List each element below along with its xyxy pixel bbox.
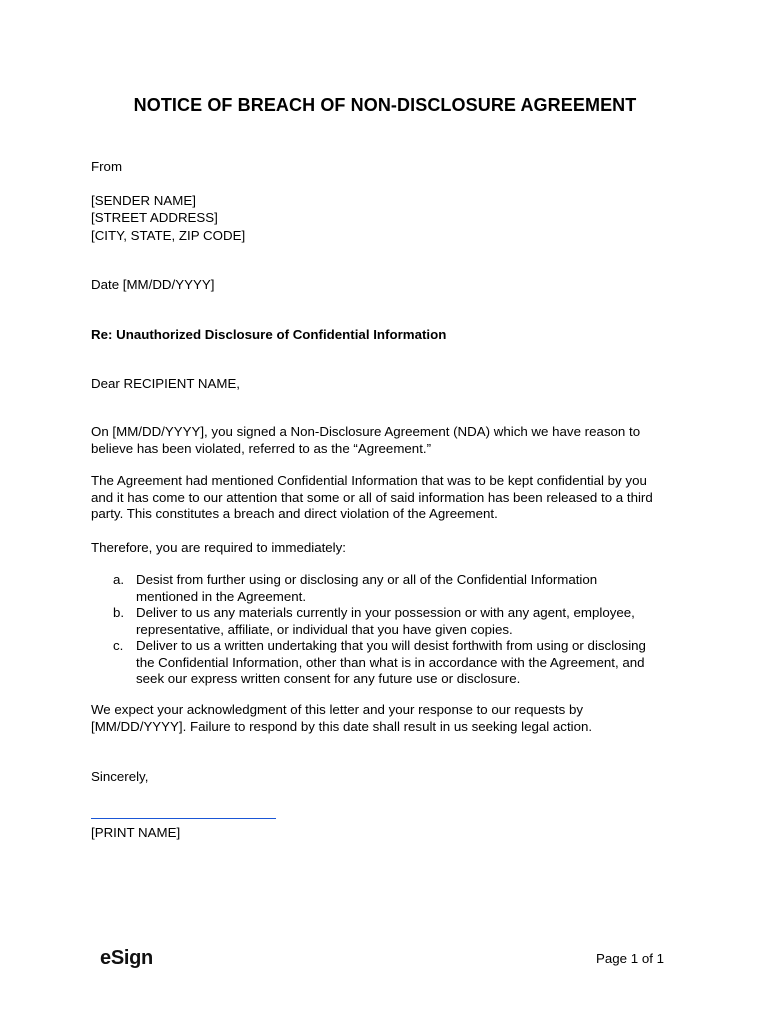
- list-marker: b.: [113, 605, 125, 620]
- list-item-line: Deliver to us a written undertaking that you will desist forthwith from using or disclosing: [136, 638, 646, 653]
- print-name: [PRINT NAME]: [91, 825, 181, 840]
- paragraph-line: The Agreement had mentioned Confidential Information that was to be kept confidential by you: [91, 473, 647, 488]
- requirements-list: [91, 572, 687, 688]
- list-item-line: Desist from further using or disclosing any or all of the Confidential Information: [136, 572, 598, 587]
- list-item-line: Deliver to us any materials currently in your possession or with any agent, employee,: [136, 605, 635, 620]
- list-item-line: mentioned in the Agreement.: [136, 588, 307, 604]
- salutation: Dear RECIPIENT NAME,: [91, 376, 241, 391]
- subject-line: Re: Unauthorized Disclosure of Confidential Information: [91, 327, 447, 342]
- date-line: Date [MM/DD/YYYY]: [91, 277, 215, 292]
- paragraph-breach: [91, 473, 687, 523]
- sender-street: [STREET ADDRESS]: [91, 210, 218, 225]
- signature-line[interactable]: [91, 818, 276, 819]
- sender-city: [CITY, STATE, ZIP CODE]: [91, 228, 246, 243]
- list-item: [91, 638, 687, 688]
- esign-logo: eSign: [100, 947, 153, 969]
- page-number: Page 1 of 1: [596, 951, 665, 966]
- sender-name: [SENDER NAME]: [91, 193, 196, 208]
- paragraph-line: and it has come to our attention that some or all of said information has been released to a third: [91, 489, 653, 505]
- paragraph-line: [MM/DD/YYYY]. Failure to respond by this date shall result in us seeking legal action.: [91, 718, 593, 734]
- closing: Sincerely,: [91, 769, 149, 784]
- paragraph-requirements: Therefore, you are required to immediately:: [91, 540, 346, 555]
- list-item: [91, 605, 687, 638]
- paragraph-line: On [MM/DD/YYYY], you signed a Non-Disclosure Agreement (NDA) which we have reason to: [91, 424, 641, 439]
- list-item-line: representative, affiliate, or individual that you have given copies.: [136, 621, 513, 637]
- paragraph-line: We expect your acknowledgment of this letter and your response to our requests by: [91, 702, 584, 717]
- paragraph-line: party. This constitutes a breach and direct violation of the Agreement.: [91, 506, 498, 521]
- list-item-line: the Confidential Information, other than what is in accordance with the Agreement, and: [136, 654, 645, 670]
- paragraph-nda-signed: [91, 424, 687, 457]
- paragraph-line: believe has been violated, referred to as the “Agreement.”: [91, 440, 432, 456]
- document-title: NOTICE OF BREACH OF NON-DISCLOSURE AGREEMENT: [133, 95, 637, 115]
- from-label: From: [91, 159, 123, 174]
- list-marker: c.: [113, 638, 124, 653]
- list-marker: a.: [113, 572, 125, 587]
- list-item: [91, 572, 687, 605]
- list-item-line: seek our express written consent for any future use or disclosure.: [136, 671, 521, 686]
- paragraph-acknowledgment: [91, 702, 687, 735]
